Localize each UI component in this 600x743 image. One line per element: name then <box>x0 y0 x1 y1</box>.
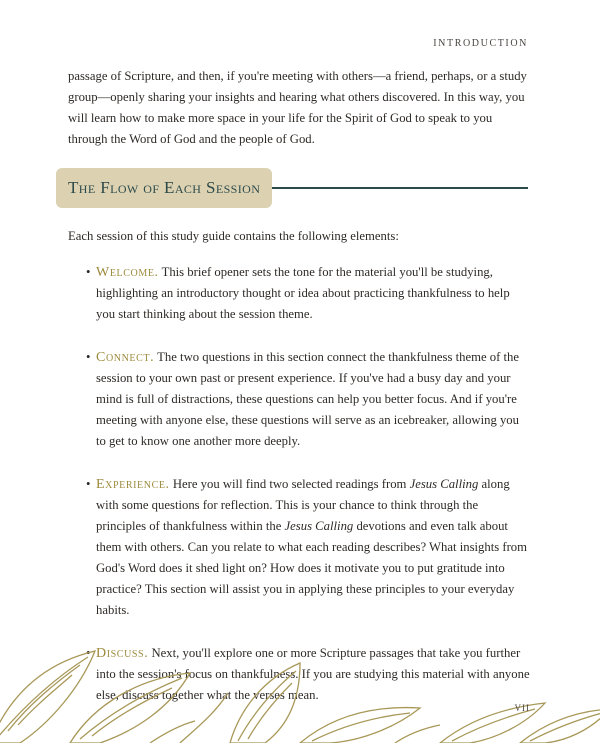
section-heading-bar <box>56 168 528 208</box>
list-item-connect <box>68 347 530 452</box>
welcome-text: This brief opener sets the tone for the material you'll be studying, highlighting an introductory thought or idea about practicing thankfulness to help you start thinking about the session theme. <box>96 265 510 321</box>
experience-text-1: Here you will find two selected readings from <box>169 477 410 491</box>
term-welcome: Welcome. <box>96 265 159 280</box>
book-title: Jesus Calling <box>284 519 354 533</box>
term-experience: Experience. <box>96 477 170 492</box>
list-item-welcome <box>68 262 530 325</box>
experience-text-3: devotions and even talk about them with others. Can you relate to what each reading describes? What insights from God's Word does it shed light on? How does it motivate you to put gratitude into practice? This section will assist you in applying these principles to your everyday habits. <box>96 519 528 617</box>
heading-rule <box>272 187 528 189</box>
bullet-icon: • <box>86 265 91 279</box>
list-item-experience <box>68 474 530 621</box>
list-item-discuss <box>68 643 530 706</box>
bullet-icon: • <box>86 477 91 491</box>
page-number: VII <box>514 703 530 713</box>
bullet-icon: • <box>86 646 91 660</box>
elements-intro: Each session of this study guide contains the following elements: <box>68 229 399 243</box>
intro-paragraph: passage of Scripture, and then, if you're meeting with others—a friend, perhaps, or a study group—openly sharing your insights and hearing what others discovered. In this way, you will learn how to make more space in your life for the Spirit of God to speak to you through the Word of God and the people of God. <box>68 69 527 146</box>
book-title: Jesus Calling <box>409 477 479 491</box>
session-elements-list <box>68 262 530 706</box>
experience-text-2: along with some questions for reflection. This is your chance to think through the principles of thankfulness within the <box>96 477 510 533</box>
running-head: INTRODUCTION <box>433 38 528 49</box>
bullet-icon: • <box>86 350 91 364</box>
section-heading: The Flow of Each Session <box>56 168 272 208</box>
connect-text: The two questions in this section connect the thankfulness theme of the session to your own past or present experience. If you've had a busy day and your mind is full of distractions, these questions can help you better focus. And if you're meeting with anyone else, these questions will serve as an icebreaker, allowing you to get to know one another more deeply. <box>96 350 520 448</box>
term-discuss: Discuss. <box>96 646 149 661</box>
discuss-text: Next, you'll explore one or more Scripture passages that take you further into the session's focus on thankfulness. If you are studying this material with anyone else, discuss together what the verses mean. <box>96 646 530 702</box>
term-connect: Connect. <box>96 350 155 365</box>
